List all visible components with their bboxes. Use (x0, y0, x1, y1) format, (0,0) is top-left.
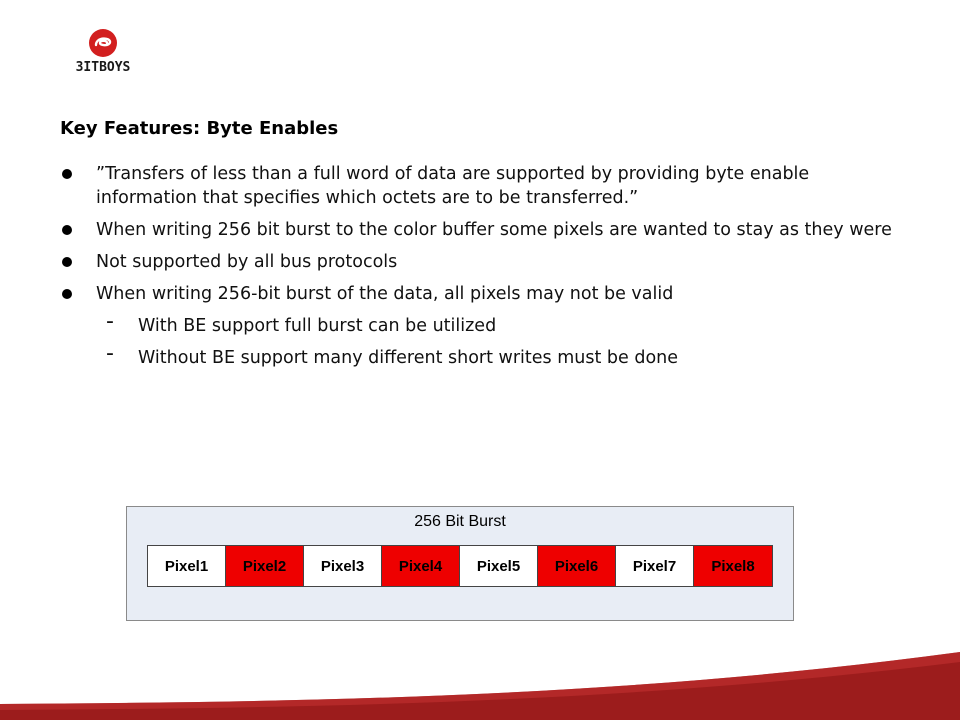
dash-icon: - (106, 309, 114, 334)
dash-icon: - (106, 341, 114, 366)
sub-bullet-item (60, 309, 900, 338)
sub-bullet-item (60, 341, 900, 370)
bullet-dot-icon (62, 225, 72, 235)
pixel-cell: Pixel7 (616, 546, 694, 586)
bullet-item (60, 218, 900, 242)
bullet-text: ”Transfers of less than a full word of data are supported by providing byte enable information that specifies which octets are to be transferred.” (96, 164, 810, 208)
pixel-cell: Pixel6 (538, 546, 616, 586)
pixel-cell: Pixel5 (460, 546, 538, 586)
bullet-dot-icon (62, 257, 72, 267)
pixel-cell: Pixel2 (226, 546, 304, 586)
bullet-text: Not supported by all bus protocols (96, 252, 398, 272)
slide-title: Key Features: Byte Enables (60, 118, 339, 139)
footer-wave (0, 640, 960, 720)
pixel-cell: Pixel1 (148, 546, 226, 586)
bitboys-logo (58, 28, 148, 76)
bullet-item (60, 282, 900, 306)
bullet-item (60, 250, 900, 274)
bullet-list (60, 162, 900, 378)
bullet-dot-icon (62, 289, 72, 299)
burst-title: 256 Bit Burst (414, 513, 506, 530)
bullet-item (60, 162, 900, 210)
bullet-text: When writing 256 bit burst to the color buffer some pixels are wanted to stay as they were (96, 220, 892, 240)
bullet-text: When writing 256-bit burst of the data, all pixels may not be valid (96, 284, 674, 304)
pixel-cell: Pixel8 (694, 546, 772, 586)
pixel-row (147, 545, 773, 587)
sub-bullet-text: With BE support full burst can be utilized (138, 316, 497, 336)
pixel-cell: Pixel4 (382, 546, 460, 586)
burst-diagram (126, 506, 794, 621)
bullet-dot-icon (62, 169, 72, 179)
logo-swirl-icon (88, 28, 118, 58)
sub-bullet-text: Without BE support many different short writes must be done (138, 348, 679, 368)
logo-wordmark: 3ITBOYS (75, 60, 131, 75)
pixel-cell: Pixel3 (304, 546, 382, 586)
